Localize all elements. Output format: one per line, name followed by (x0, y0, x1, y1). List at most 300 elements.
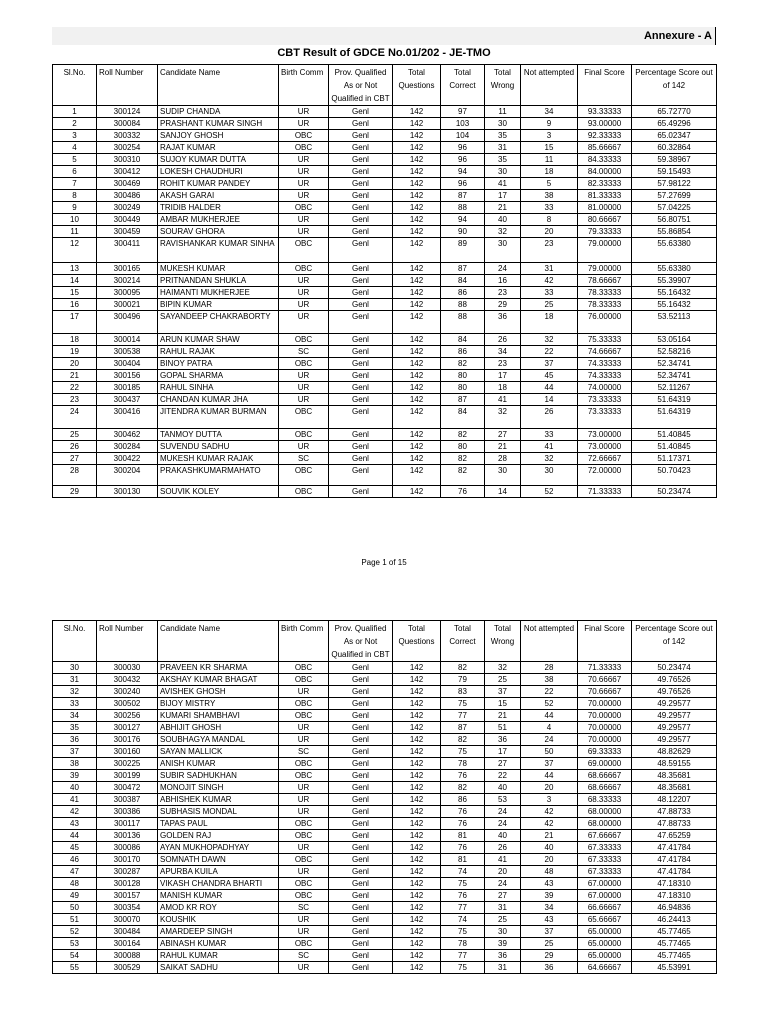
cell-slno: 13 (53, 263, 97, 275)
cell-total-questions: 142 (393, 950, 441, 962)
cell-prov-qualified: Genl (329, 842, 393, 854)
cell-birth-comm: UR (279, 962, 329, 974)
cell-total-questions: 142 (393, 758, 441, 770)
cell-prov-qualified: Genl (329, 214, 393, 226)
cell-birth-comm: UR (279, 866, 329, 878)
cell-candidate-name: JITENDRA KUMAR BURMAN (158, 406, 279, 429)
cell-percentage-score: 48.35681 (632, 770, 717, 782)
table-row (53, 950, 717, 962)
cell-not-attempted: 33 (521, 287, 578, 299)
cell-prov-qualified: Genl (329, 890, 393, 902)
cell-prov-qualified: Genl (329, 130, 393, 142)
cell-slno: 50 (53, 902, 97, 914)
cell-prov-qualified: Genl (329, 758, 393, 770)
cell-total-correct: 77 (441, 950, 485, 962)
annexure-band (52, 27, 716, 45)
cell-total-wrong: 24 (485, 263, 521, 275)
cell-percentage-score: 48.12207 (632, 794, 717, 806)
cell-total-questions: 142 (393, 334, 441, 346)
header-roll-number: Roll Number (97, 65, 158, 106)
cell-percentage-score: 48.35681 (632, 782, 717, 794)
cell-slno: 27 (53, 453, 97, 465)
cell-not-attempted: 9 (521, 118, 578, 130)
cell-total-wrong: 23 (485, 287, 521, 299)
cell-birth-comm: SC (279, 453, 329, 465)
header-total-wrong: Total Wrong (485, 65, 521, 106)
cell-roll-number: 300086 (97, 842, 158, 854)
table-row (53, 287, 717, 299)
cell-total-wrong: 14 (485, 486, 521, 498)
cell-total-questions: 142 (393, 106, 441, 118)
cell-candidate-name: SANJOY GHOSH (158, 130, 279, 142)
cell-birth-comm: UR (279, 782, 329, 794)
cell-prov-qualified: Genl (329, 914, 393, 926)
cell-total-wrong: 36 (485, 734, 521, 746)
cell-total-wrong: 53 (485, 794, 521, 806)
cell-candidate-name: MUKESH KUMAR (158, 263, 279, 275)
cell-total-wrong: 40 (485, 782, 521, 794)
cell-birth-comm: OBC (279, 938, 329, 950)
cell-total-questions: 142 (393, 890, 441, 902)
cell-not-attempted: 42 (521, 818, 578, 830)
cell-total-questions: 142 (393, 770, 441, 782)
table-row (53, 154, 717, 166)
cell-final-score: 67.33333 (578, 866, 632, 878)
cell-birth-comm: OBC (279, 854, 329, 866)
cell-percentage-score: 52.58216 (632, 346, 717, 358)
cell-roll-number: 300404 (97, 358, 158, 370)
cell-final-score: 69.00000 (578, 758, 632, 770)
cell-slno: 23 (53, 394, 97, 406)
cell-slno: 16 (53, 299, 97, 311)
table-row (53, 758, 717, 770)
table-row (53, 866, 717, 878)
cell-total-questions: 142 (393, 263, 441, 275)
cell-candidate-name: GOLDEN RAJ (158, 830, 279, 842)
cell-birth-comm: UR (279, 370, 329, 382)
cell-prov-qualified: Genl (329, 382, 393, 394)
cell-slno: 47 (53, 866, 97, 878)
cell-total-wrong: 22 (485, 770, 521, 782)
cell-slno: 19 (53, 346, 97, 358)
cell-slno: 52 (53, 926, 97, 938)
header-total-wrong: Total Wrong (485, 621, 521, 662)
cell-not-attempted: 37 (521, 358, 578, 370)
cell-final-score: 65.66667 (578, 914, 632, 926)
cell-birth-comm: OBC (279, 130, 329, 142)
cell-percentage-score: 51.64319 (632, 406, 717, 429)
cell-percentage-score: 52.34741 (632, 358, 717, 370)
cell-candidate-name: SAYAN MALLICK (158, 746, 279, 758)
cell-total-questions: 142 (393, 698, 441, 710)
cell-final-score: 79.00000 (578, 238, 632, 263)
cell-final-score: 93.33333 (578, 106, 632, 118)
cell-slno: 3 (53, 130, 97, 142)
cell-roll-number: 300386 (97, 806, 158, 818)
cell-total-correct: 78 (441, 938, 485, 950)
cell-slno: 28 (53, 465, 97, 486)
cell-birth-comm: OBC (279, 770, 329, 782)
table-row (53, 722, 717, 734)
cell-total-wrong: 40 (485, 214, 521, 226)
cell-total-wrong: 34 (485, 346, 521, 358)
cell-percentage-score: 51.40845 (632, 441, 717, 453)
cell-slno: 38 (53, 758, 97, 770)
cell-roll-number: 300449 (97, 214, 158, 226)
cell-prov-qualified: Genl (329, 154, 393, 166)
cell-not-attempted: 38 (521, 190, 578, 202)
cell-total-correct: 82 (441, 782, 485, 794)
cell-slno: 35 (53, 722, 97, 734)
table-row (53, 394, 717, 406)
cell-roll-number: 300411 (97, 238, 158, 263)
cell-final-score: 74.33333 (578, 358, 632, 370)
cell-candidate-name: MONOJIT SINGH (158, 782, 279, 794)
cell-total-correct: 75 (441, 746, 485, 758)
cell-birth-comm: OBC (279, 662, 329, 674)
cell-total-correct: 76 (441, 818, 485, 830)
cell-slno: 25 (53, 429, 97, 441)
cell-total-correct: 76 (441, 486, 485, 498)
cell-total-questions: 142 (393, 734, 441, 746)
cell-not-attempted: 20 (521, 854, 578, 866)
cell-birth-comm: UR (279, 734, 329, 746)
cell-total-correct: 76 (441, 806, 485, 818)
cell-not-attempted: 44 (521, 770, 578, 782)
cell-total-questions: 142 (393, 166, 441, 178)
cell-final-score: 69.33333 (578, 746, 632, 758)
cell-roll-number: 300538 (97, 346, 158, 358)
cell-final-score: 68.00000 (578, 806, 632, 818)
cell-total-correct: 86 (441, 794, 485, 806)
cell-total-questions: 142 (393, 722, 441, 734)
cell-prov-qualified: Genl (329, 662, 393, 674)
cell-total-correct: 96 (441, 178, 485, 190)
cell-birth-comm: UR (279, 926, 329, 938)
cell-candidate-name: AVISHEK GHOSH (158, 686, 279, 698)
table-row (53, 202, 717, 214)
cell-prov-qualified: Genl (329, 334, 393, 346)
cell-candidate-name: AKASH GARAI (158, 190, 279, 202)
cell-percentage-score: 50.23474 (632, 486, 717, 498)
cell-roll-number: 300422 (97, 453, 158, 465)
cell-candidate-name: MANISH KUMAR (158, 890, 279, 902)
cell-final-score: 67.00000 (578, 878, 632, 890)
cell-not-attempted: 38 (521, 674, 578, 686)
cell-not-attempted: 48 (521, 866, 578, 878)
table-row (53, 465, 717, 486)
cell-total-wrong: 30 (485, 465, 521, 486)
cell-percentage-score: 49.29577 (632, 698, 717, 710)
cell-total-questions: 142 (393, 130, 441, 142)
cell-total-questions: 142 (393, 710, 441, 722)
cell-percentage-score: 56.80751 (632, 214, 717, 226)
cell-final-score: 67.33333 (578, 842, 632, 854)
cell-prov-qualified: Genl (329, 453, 393, 465)
cell-total-correct: 76 (441, 770, 485, 782)
cell-slno: 33 (53, 698, 97, 710)
cell-roll-number: 300176 (97, 734, 158, 746)
cell-candidate-name: PRASHANT KUMAR SINGH (158, 118, 279, 130)
header-birth-comm: Birth Comm (279, 65, 329, 106)
cell-final-score: 70.00000 (578, 722, 632, 734)
cell-percentage-score: 50.23474 (632, 662, 717, 674)
cell-prov-qualified: Genl (329, 299, 393, 311)
cell-roll-number: 300130 (97, 486, 158, 498)
cell-total-questions: 142 (393, 358, 441, 370)
table-row (53, 334, 717, 346)
cell-roll-number: 300284 (97, 441, 158, 453)
cell-percentage-score: 55.63380 (632, 238, 717, 263)
cell-not-attempted: 39 (521, 890, 578, 902)
cell-total-correct: 80 (441, 370, 485, 382)
cell-total-correct: 89 (441, 238, 485, 263)
header-roll-number: Roll Number (97, 621, 158, 662)
cell-slno: 43 (53, 818, 97, 830)
cell-prov-qualified: Genl (329, 746, 393, 758)
cell-roll-number: 300156 (97, 370, 158, 382)
table-row (53, 118, 717, 130)
cell-total-correct: 87 (441, 190, 485, 202)
cell-roll-number: 300254 (97, 142, 158, 154)
cell-roll-number: 300412 (97, 166, 158, 178)
cell-candidate-name: SUBHASIS MONDAL (158, 806, 279, 818)
cell-prov-qualified: Genl (329, 698, 393, 710)
cell-prov-qualified: Genl (329, 311, 393, 334)
cell-not-attempted: 22 (521, 686, 578, 698)
cell-candidate-name: RAVISHANKAR KUMAR SINHA (158, 238, 279, 263)
cell-total-questions: 142 (393, 346, 441, 358)
cell-prov-qualified: Genl (329, 686, 393, 698)
cell-total-wrong: 25 (485, 914, 521, 926)
cell-total-questions: 142 (393, 794, 441, 806)
cell-total-wrong: 30 (485, 166, 521, 178)
cell-not-attempted: 11 (521, 154, 578, 166)
cell-total-questions: 142 (393, 674, 441, 686)
cell-roll-number: 300084 (97, 118, 158, 130)
cell-total-wrong: 16 (485, 275, 521, 287)
cell-final-score: 81.00000 (578, 202, 632, 214)
cell-candidate-name: TANMOY DUTTA (158, 429, 279, 441)
cell-roll-number: 300136 (97, 830, 158, 842)
cell-final-score: 70.00000 (578, 710, 632, 722)
cell-slno: 6 (53, 166, 97, 178)
cell-total-wrong: 41 (485, 178, 521, 190)
cell-slno: 4 (53, 142, 97, 154)
cell-prov-qualified: Genl (329, 938, 393, 950)
cell-percentage-score: 60.32864 (632, 142, 717, 154)
cell-not-attempted: 42 (521, 806, 578, 818)
cell-total-questions: 142 (393, 178, 441, 190)
header-final-score: Final Score (578, 621, 632, 662)
cell-final-score: 85.66667 (578, 142, 632, 154)
cell-birth-comm: OBC (279, 890, 329, 902)
cell-total-questions: 142 (393, 370, 441, 382)
cell-total-questions: 142 (393, 830, 441, 842)
cell-slno: 7 (53, 178, 97, 190)
cell-prov-qualified: Genl (329, 950, 393, 962)
cell-final-score: 76.00000 (578, 311, 632, 334)
cell-total-wrong: 29 (485, 299, 521, 311)
cell-final-score: 68.66667 (578, 770, 632, 782)
cell-not-attempted: 18 (521, 311, 578, 334)
cell-prov-qualified: Genl (329, 406, 393, 429)
cell-final-score: 84.33333 (578, 154, 632, 166)
cell-birth-comm: UR (279, 118, 329, 130)
cell-prov-qualified: Genl (329, 782, 393, 794)
cell-not-attempted: 29 (521, 950, 578, 962)
cell-percentage-score: 45.77465 (632, 950, 717, 962)
cell-candidate-name: SOUVIK KOLEY (158, 486, 279, 498)
cell-total-correct: 80 (441, 441, 485, 453)
cell-not-attempted: 8 (521, 214, 578, 226)
cell-candidate-name: KUMARI SHAMBHAVI (158, 710, 279, 722)
cell-candidate-name: SUBIR SADHUKHAN (158, 770, 279, 782)
cell-not-attempted: 32 (521, 334, 578, 346)
cell-percentage-score: 55.16432 (632, 287, 717, 299)
cell-total-correct: 84 (441, 334, 485, 346)
table-row (53, 142, 717, 154)
cell-candidate-name: TAPAS PAUL (158, 818, 279, 830)
cell-not-attempted: 22 (521, 346, 578, 358)
cell-candidate-name: AKSHAY KUMAR BHAGAT (158, 674, 279, 686)
cell-candidate-name: SUVENDU SADHU (158, 441, 279, 453)
cell-total-correct: 96 (441, 142, 485, 154)
cell-total-questions: 142 (393, 429, 441, 441)
document-title: CBT Result of GDCE No.01/202 - JE-TMO (277, 47, 491, 59)
cell-slno: 46 (53, 854, 97, 866)
cell-total-questions: 142 (393, 486, 441, 498)
cell-not-attempted: 33 (521, 429, 578, 441)
cell-percentage-score: 48.82629 (632, 746, 717, 758)
cell-candidate-name: MUKESH KUMAR RAJAK (158, 453, 279, 465)
cell-prov-qualified: Genl (329, 263, 393, 275)
cell-birth-comm: OBC (279, 710, 329, 722)
cell-birth-comm: OBC (279, 486, 329, 498)
cell-total-correct: 84 (441, 406, 485, 429)
header-slno: Sl.No. (53, 65, 97, 106)
table-row (53, 106, 717, 118)
cell-not-attempted: 50 (521, 746, 578, 758)
cell-roll-number: 300469 (97, 178, 158, 190)
cell-roll-number: 300088 (97, 950, 158, 962)
cell-prov-qualified: Genl (329, 142, 393, 154)
cell-total-correct: 75 (441, 878, 485, 890)
cell-birth-comm: UR (279, 914, 329, 926)
cell-slno: 39 (53, 770, 97, 782)
cell-prov-qualified: Genl (329, 238, 393, 263)
cell-percentage-score: 46.94836 (632, 902, 717, 914)
cell-candidate-name: PRAVEEN KR SHARMA (158, 662, 279, 674)
cell-total-correct: 96 (441, 154, 485, 166)
cell-percentage-score: 52.34741 (632, 370, 717, 382)
cell-total-wrong: 23 (485, 358, 521, 370)
cell-not-attempted: 28 (521, 662, 578, 674)
cell-roll-number: 300204 (97, 465, 158, 486)
cell-percentage-score: 49.76526 (632, 674, 717, 686)
cell-percentage-score: 51.64319 (632, 394, 717, 406)
cell-prov-qualified: Genl (329, 429, 393, 441)
cell-birth-comm: UR (279, 226, 329, 238)
cell-slno: 49 (53, 890, 97, 902)
cell-total-questions: 142 (393, 394, 441, 406)
cell-birth-comm: SC (279, 950, 329, 962)
cell-total-wrong: 20 (485, 866, 521, 878)
cell-candidate-name: RAHUL KUMAR (158, 950, 279, 962)
cell-birth-comm: UR (279, 154, 329, 166)
cell-total-correct: 90 (441, 226, 485, 238)
cell-total-questions: 142 (393, 926, 441, 938)
table-body-page-1 (53, 106, 717, 498)
cell-total-correct: 87 (441, 263, 485, 275)
cell-final-score: 72.66667 (578, 453, 632, 465)
cell-percentage-score: 47.65259 (632, 830, 717, 842)
cell-roll-number: 300310 (97, 154, 158, 166)
cell-percentage-score: 59.15493 (632, 166, 717, 178)
cell-birth-comm: UR (279, 287, 329, 299)
cell-prov-qualified: Genl (329, 346, 393, 358)
table-header-row (53, 621, 717, 662)
cell-roll-number: 300214 (97, 275, 158, 287)
cell-prov-qualified: Genl (329, 710, 393, 722)
cell-total-questions: 142 (393, 453, 441, 465)
table-row (53, 166, 717, 178)
cell-total-questions: 142 (393, 142, 441, 154)
table-row (53, 842, 717, 854)
cell-total-correct: 88 (441, 202, 485, 214)
cell-not-attempted: 41 (521, 441, 578, 453)
cell-slno: 44 (53, 830, 97, 842)
cell-not-attempted: 32 (521, 453, 578, 465)
table-row (53, 806, 717, 818)
cell-final-score: 73.33333 (578, 394, 632, 406)
cell-total-wrong: 21 (485, 202, 521, 214)
cell-final-score: 66.66667 (578, 902, 632, 914)
cell-total-correct: 77 (441, 902, 485, 914)
cell-total-questions: 142 (393, 938, 441, 950)
cell-final-score: 68.66667 (578, 782, 632, 794)
cell-slno: 11 (53, 226, 97, 238)
cell-not-attempted: 34 (521, 902, 578, 914)
cell-final-score: 74.00000 (578, 382, 632, 394)
table-row (53, 962, 717, 974)
table-row (53, 878, 717, 890)
table-row (53, 441, 717, 453)
cell-total-questions: 142 (393, 406, 441, 429)
cell-total-correct: 81 (441, 854, 485, 866)
cell-not-attempted: 33 (521, 202, 578, 214)
table-row (53, 370, 717, 382)
cell-total-wrong: 21 (485, 441, 521, 453)
cell-roll-number: 300240 (97, 686, 158, 698)
cell-slno: 51 (53, 914, 97, 926)
cell-slno: 45 (53, 842, 97, 854)
cell-not-attempted: 37 (521, 758, 578, 770)
cell-birth-comm: UR (279, 275, 329, 287)
cell-total-wrong: 28 (485, 453, 521, 465)
cell-roll-number: 300416 (97, 406, 158, 429)
cell-prov-qualified: Genl (329, 830, 393, 842)
cell-roll-number: 300165 (97, 263, 158, 275)
cell-final-score: 70.66667 (578, 686, 632, 698)
cell-birth-comm: OBC (279, 238, 329, 263)
cell-birth-comm: UR (279, 794, 329, 806)
cell-roll-number: 300332 (97, 130, 158, 142)
cell-birth-comm: OBC (279, 674, 329, 686)
cell-candidate-name: AMARDEEP SINGH (158, 926, 279, 938)
cell-total-questions: 142 (393, 190, 441, 202)
cell-slno: 53 (53, 938, 97, 950)
